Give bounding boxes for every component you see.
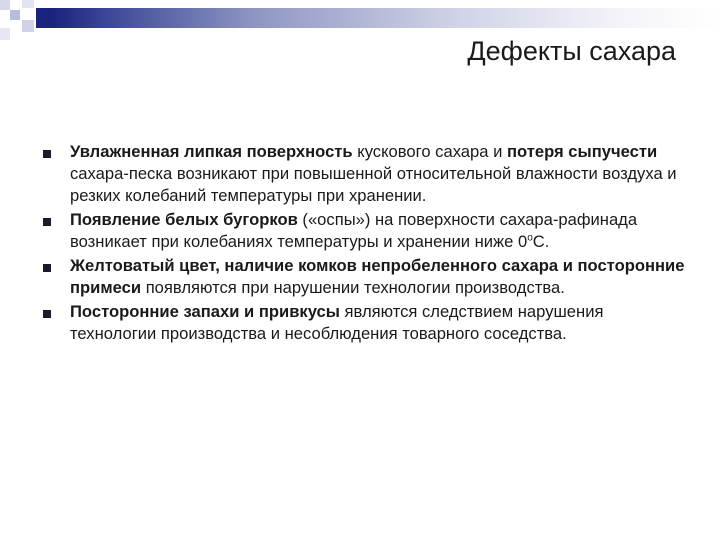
square-bullet-icon — [43, 310, 51, 318]
bold-text: потеря сыпучести — [506, 142, 658, 161]
text-run: о — [527, 232, 533, 244]
decor-square — [0, 0, 10, 10]
text-run: сахара-песка возникают при повышенной относительной влажности воздуха и резких колебаний температуры при хранении. — [70, 164, 677, 205]
bullet-item — [40, 141, 690, 207]
text-run: («оспы») на поверхности сахара-рафинада возникает при колебаниях температуры и хранении ниже 0 — [70, 210, 638, 251]
bold-text: Появление белых бугорков — [70, 210, 298, 229]
bullet-text — [70, 142, 677, 205]
decor-square — [0, 28, 10, 40]
slide-title: Дефекты сахара — [467, 36, 676, 66]
bold-text: Посторонние запахи и привкусы — [70, 302, 340, 321]
decor-square — [36, 8, 52, 28]
decor-square — [10, 10, 20, 20]
bullet-text — [70, 210, 637, 251]
bullet-item — [40, 301, 690, 345]
bold-text: Желтоватый цвет, наличие комков непробеленного сахара и посторонние примеси — [70, 256, 685, 297]
bullet-text — [70, 302, 603, 343]
bullet-item — [40, 255, 690, 299]
header-gradient-bar — [52, 8, 720, 28]
square-bullet-icon — [43, 218, 51, 226]
decor-square — [22, 0, 34, 8]
bullet-text — [70, 256, 684, 297]
decor-square — [22, 20, 34, 32]
text-run: кускового сахара и — [352, 142, 507, 161]
text-run: С. — [532, 232, 550, 251]
bold-text: Увлажненная липкая поверхность — [70, 142, 353, 161]
text-run: появляются при нарушении технологии производства. — [141, 278, 565, 297]
text-run: являются следствием нарушения технологии производства и несоблюдения товарного соседства. — [70, 302, 604, 343]
square-bullet-icon — [43, 264, 51, 272]
bullet-list — [40, 141, 690, 347]
square-bullet-icon — [43, 150, 51, 158]
bullet-item — [40, 209, 690, 253]
